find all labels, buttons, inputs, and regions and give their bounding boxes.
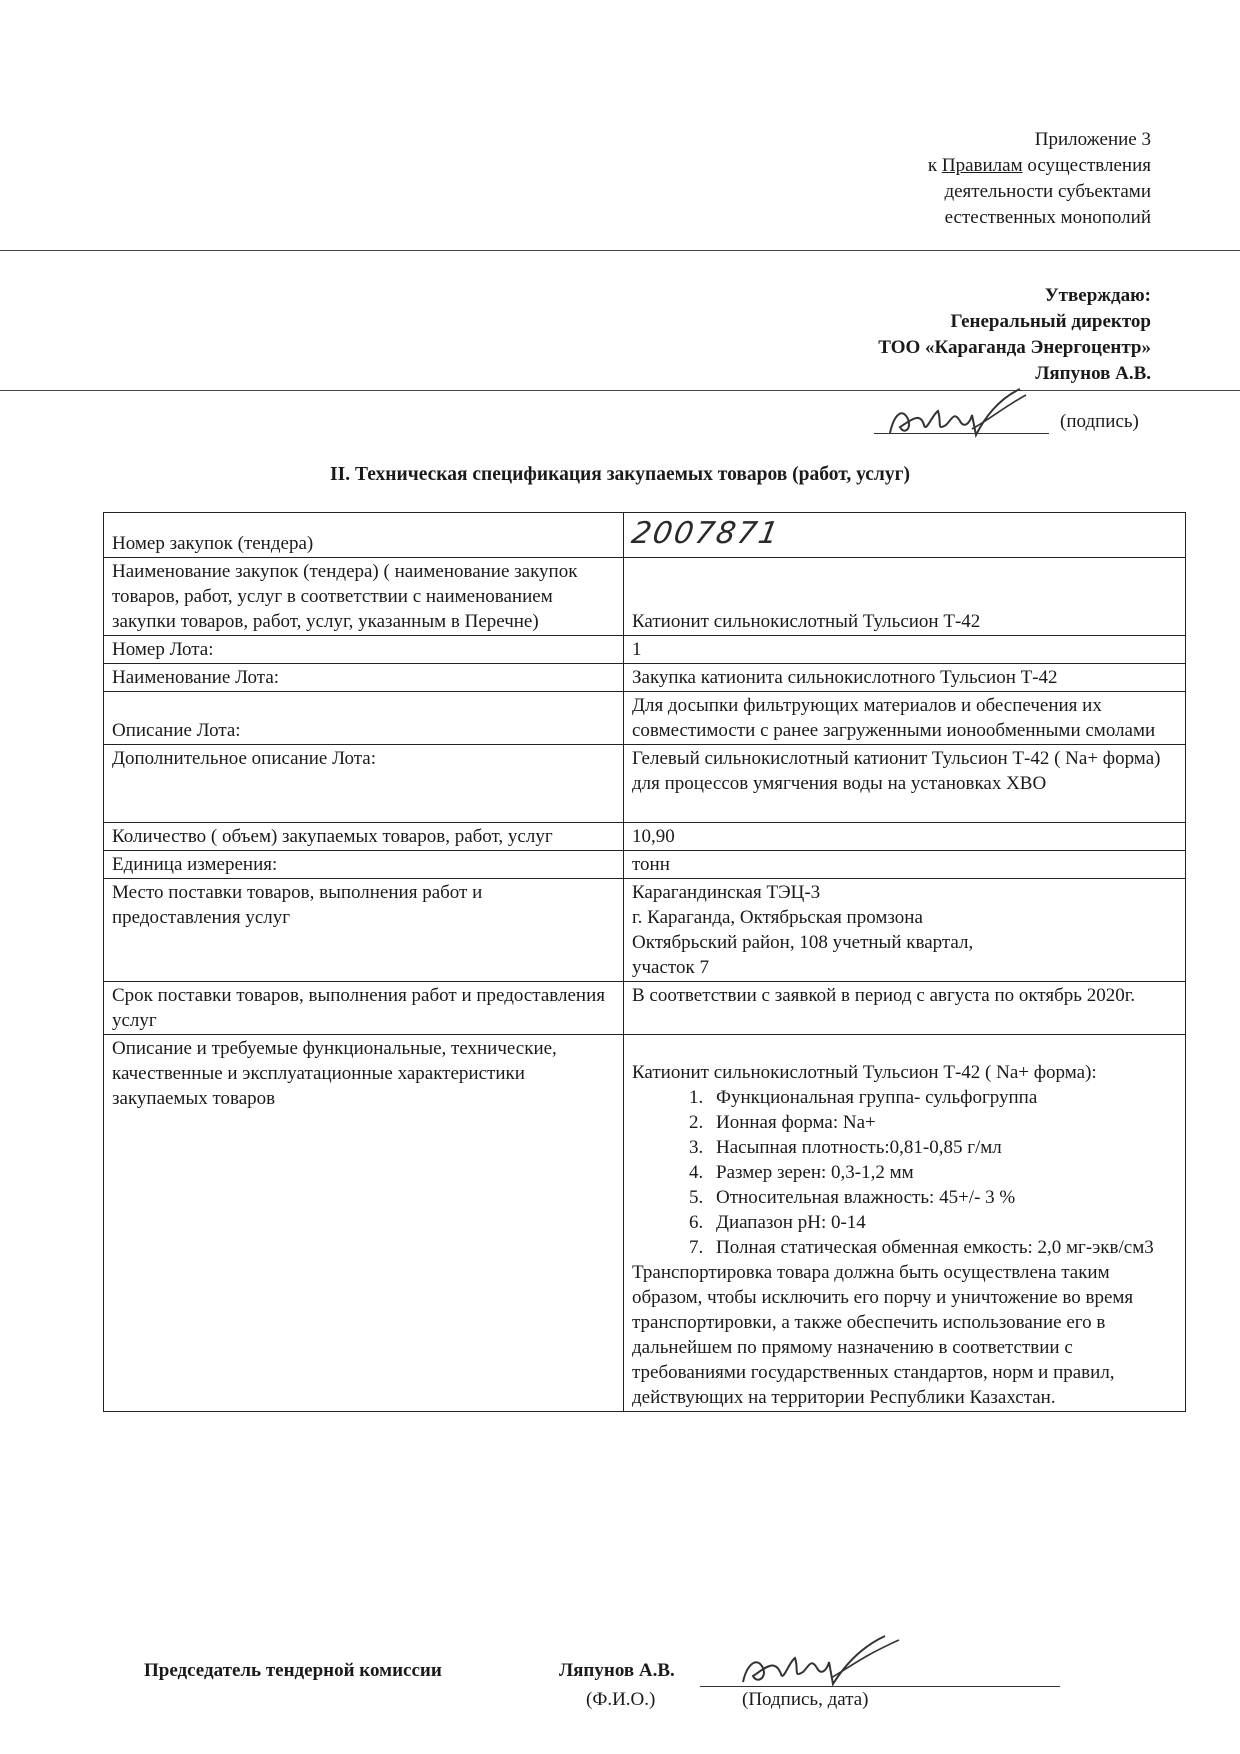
list-item: 5. Относительная влажность: 45+/- 3 %	[708, 1185, 1177, 1210]
appendix-line-2	[751, 153, 1151, 179]
chairman-signature-line	[700, 1686, 1060, 1687]
separator-line-middle	[0, 390, 1240, 391]
specification-table	[103, 512, 1186, 1412]
characteristics-value	[624, 1035, 1186, 1412]
approval-line-3: ТОО «Караганда Энергоцентр»	[878, 337, 1151, 358]
lot-description-value: Для досыпки фильтрующих материалов и обеспечения их совместимости с ранее загруженными ионообменными смолами	[624, 692, 1186, 745]
document-title: II. Техническая спецификация закупаемых товаров (работ, услуг)	[330, 464, 910, 485]
appendix-line-2-prefix: к	[927, 155, 942, 176]
unit-value: тонн	[624, 851, 1186, 879]
place-label: Место поставки товаров, выполнения работ и предоставления услуг	[104, 879, 624, 982]
characteristics-transport: Транспортировка товара должна быть осуществлена таким образом, чтобы исключить его порчу и уничтожение во время транспортировки, а также обеспечить использование его в дальнейшем по прямому назначению в соответствии с требованиями государственных стандартов, норм и правил, действующих на территории Республики Казахстан.	[632, 1262, 1134, 1408]
table-row	[104, 692, 1186, 745]
approval-block	[691, 283, 1151, 387]
fio-caption: (Ф.И.О.)	[586, 1689, 656, 1710]
table-row	[104, 745, 1186, 823]
tender-name-label: Наименование закупок (тендера) ( наименование закупок товаров, работ, услуг в соответствии с наименованием закупки товаров, работ, услуг, указанным в Перечне)	[104, 558, 624, 636]
chairman-signature-image	[735, 1632, 905, 1692]
place-line-2: г. Караганда, Октябрьская промзона	[632, 907, 923, 928]
table-row	[104, 513, 1186, 558]
characteristics-list	[632, 1085, 1177, 1260]
characteristics-label: Описание и требуемые функциональные, технические, качественные и эксплуатационные характеристики закупаемых товаров	[104, 1035, 624, 1412]
tender-number-label: Номер закупок (тендера)	[104, 513, 624, 558]
appendix-line-2-suffix: осуществления	[1022, 155, 1151, 176]
appendix-line-1: Приложение 3	[1034, 129, 1151, 150]
lot-description-label: Описание Лота:	[104, 692, 624, 745]
table-row	[104, 558, 1186, 636]
tender-number-value: 2007871	[628, 515, 783, 551]
separator-line-top	[0, 250, 1240, 251]
commission-chairman-label: Председатель тендерной комиссии	[144, 1660, 442, 1681]
list-item: 4. Размер зерен: 0,3-1,2 мм	[708, 1160, 1177, 1185]
extra-description-label: Дополнительное описание Лота:	[104, 745, 624, 823]
approval-line-1: Утверждаю:	[1044, 285, 1151, 306]
place-value	[624, 879, 1186, 982]
signature-caption: (подпись)	[1060, 411, 1139, 432]
appendix-line-4: естественных монополий	[944, 207, 1151, 228]
characteristics-intro: Катионит сильнокислотный Тульсион Т-42 ( Na+ форма):	[632, 1062, 1097, 1083]
list-item: 7. Полная статическая обменная емкость: 2,0 мг-экв/см3	[708, 1235, 1177, 1260]
quantity-value: 10,90	[624, 823, 1186, 851]
table-row	[104, 982, 1186, 1035]
term-value: В соответствии с заявкой в период с августа по октябрь 2020г.	[624, 982, 1186, 1035]
term-label: Срок поставки товаров, выполнения работ и предоставления услуг	[104, 982, 624, 1035]
table-row	[104, 664, 1186, 692]
lot-number-label: Номер Лота:	[104, 636, 624, 664]
list-item: 2. Ионная форма: Na+	[708, 1110, 1177, 1135]
approval-line-2: Генеральный директор	[950, 311, 1151, 332]
lot-name-value: Закупка катионита сильнокислотного Тульсион Т-42	[624, 664, 1186, 692]
table-row	[104, 636, 1186, 664]
list-item: 1. Функциональная группа- сульфогруппа	[708, 1085, 1177, 1110]
extra-description-value: Гелевый сильнокислотный катионит Тульсион Т-42 ( Na+ форма) для процессов умягчения воды на установках ХВО	[624, 745, 1186, 823]
table-row	[104, 1035, 1186, 1412]
place-line-1: Карагандинская ТЭЦ-3	[632, 882, 821, 903]
lot-number-value: 1	[624, 636, 1186, 664]
quantity-label: Количество ( объем) закупаемых товаров, работ, услуг	[104, 823, 624, 851]
unit-label: Единица измерения:	[104, 851, 624, 879]
table-row	[104, 851, 1186, 879]
table-row	[104, 879, 1186, 982]
list-item: 6. Диапазон pH: 0-14	[708, 1210, 1177, 1235]
director-signature-image	[880, 385, 1030, 445]
list-item: 3. Насыпная плотность:0,81-0,85 г/мл	[708, 1135, 1177, 1160]
rules-link[interactable]: Правилам	[941, 155, 1023, 176]
appendix-reference	[751, 127, 1151, 231]
place-line-4: участок 7	[632, 957, 709, 978]
tender-name-value: Катионит сильнокислотный Тульсион Т-42	[624, 558, 1186, 636]
chairman-name: Ляпунов А.В.	[559, 1660, 675, 1681]
appendix-line-3: деятельности субъектами	[944, 181, 1151, 202]
lot-name-label: Наименование Лота:	[104, 664, 624, 692]
signature-date-caption: (Подпись, дата)	[742, 1689, 869, 1710]
approval-line-4: Ляпунов А.В.	[1035, 363, 1151, 384]
tender-number-cell	[624, 513, 1186, 558]
place-line-3: Октябрьский район, 108 учетный квартал,	[632, 932, 974, 953]
director-signature-line	[874, 433, 1049, 434]
table-row	[104, 823, 1186, 851]
